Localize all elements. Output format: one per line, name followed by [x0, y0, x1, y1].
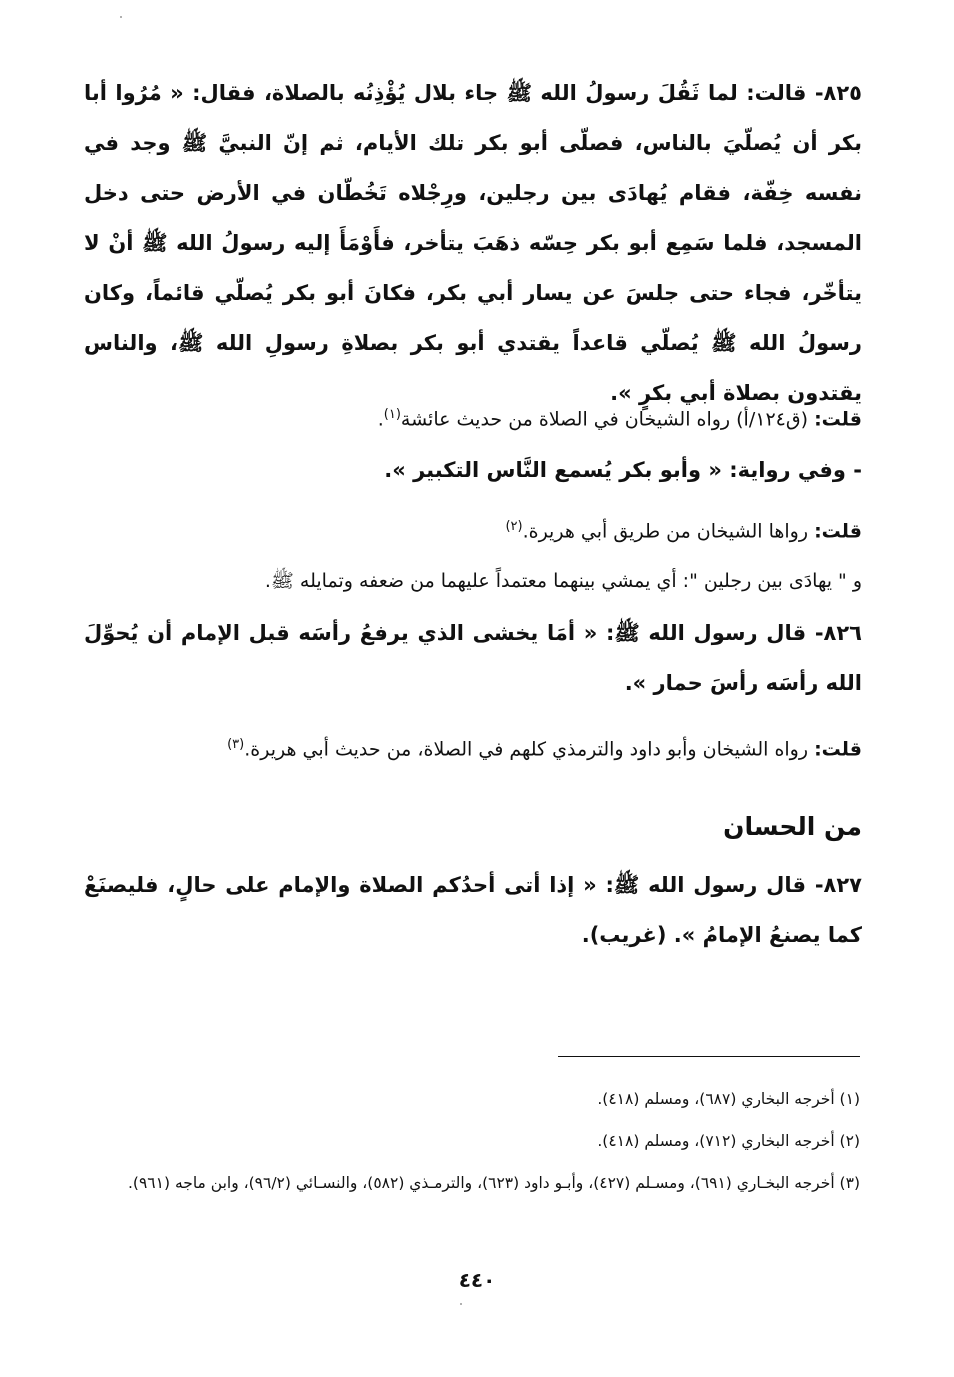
section-heading: من الحسان: [723, 812, 862, 841]
footnote-3: (٣) أخرجه البخـاري (٦٩١)، ومسـلم (٤٢٧)، وأبـو داود (٦٢٣)، والترمـذي (٥٨٢)، والنسـائي (٩٦/٢)، وابن ماجه (٩٦١).: [128, 1174, 860, 1192]
commentary-lead: قلت:: [814, 408, 862, 431]
word-gloss: و " يهادَى بين رجلين ": أي يمشي بينهما معتمداً عليهما من ضعفه وتمايله ﷺ.: [264, 570, 862, 592]
page-number: ٤٤٠: [458, 1268, 496, 1292]
footnote-2: (٢) أخرجه البخاري (٧١٢)، ومسلم (٤١٨).: [597, 1132, 860, 1150]
hadith-number: ٨٢٦-: [814, 621, 862, 645]
commentary-lead: قلت:: [814, 738, 862, 761]
hadith-number: ٨٢٧-: [814, 873, 862, 897]
footnote-marker: (١): [383, 407, 401, 422]
scan-speck: [120, 16, 122, 18]
commentary-826: [84, 728, 862, 766]
hadith-827: [84, 860, 862, 960]
commentary-text: (ق١٢٤/أ) رواه الشيخان في الصلاة من حديث عائشة: [400, 408, 809, 431]
commentary-825-b: [84, 510, 862, 548]
footnote-1: (١) أخرجه البخاري (٦٨٧)، ومسلم (٤١٨).: [597, 1090, 860, 1108]
commentary-text: رواه الشيخان وأبو داود والترمذي كلهم في الصلاة، من حديث أبي هريرة.: [244, 738, 809, 761]
commentary-825: [84, 398, 862, 436]
hadith-825: [84, 68, 862, 418]
hadith-text: قال رسول الله ﷺ: « أمَا يخشى الذي يرفعُ رأسَه قبل الإمام أن يُحوِّلَ الله رأسَه رأسَ حمار ».: [84, 621, 862, 695]
commentary-end: .: [377, 408, 384, 431]
footnote-separator: [558, 1056, 860, 1057]
footnote-marker: (٣): [227, 737, 245, 752]
another-narration: - وفي رواية: « وأبو بكر يُسمع النَّاس التكبير ».: [384, 458, 862, 482]
scan-speck: [460, 1303, 462, 1305]
hadith-text: قالت: لما ثَقُلَ رسولُ الله ﷺ جاء بلال يُؤْذِنُه بالصلاة، فقال: « مُرُوا أبا بكر أن يُصلّيَ بالناس، فصلّى أبو بكر تلك الأيام، ثم إنّ النبيَّ ﷺ وجد في نفسه خِفّة، فقام يُهادَى بين رجلين، ورِجْلاه تَخُطّان في الأرض حتى دخل المسجد، فلما سَمِع أبو بكر حِسّه ذهَبَ يتأخر، فأَوْمَأَ إليه رسولُ الله ﷺ أنْ لا يتأخّر، فجاء حتى جلسَ عن يسار أبي بكر، فكانَ أبو بكر يُصلّي قائماً، وكان رسولُ الله ﷺ يُصلّي قاعداً يقتدي أبو بكر بصلاةِ رسولِ الله ﷺ، والناس يقتدون بصلاة أبي بكرٍ ».: [84, 81, 862, 405]
hadith-text: قال رسول الله ﷺ: « إذا أتى أحدُكم الصلاة والإمام على حالٍ، فليصنَعْ كما يصنعُ الإمامُ ». (غريب).: [84, 873, 862, 947]
footnote-marker: (٢): [505, 519, 523, 534]
hadith-826: [84, 608, 862, 708]
commentary-text: رواها الشيخان من طريق أبي هريرة.: [522, 520, 809, 543]
hadith-number: ٨٢٥-: [814, 81, 862, 105]
commentary-lead: قلت:: [814, 520, 862, 543]
